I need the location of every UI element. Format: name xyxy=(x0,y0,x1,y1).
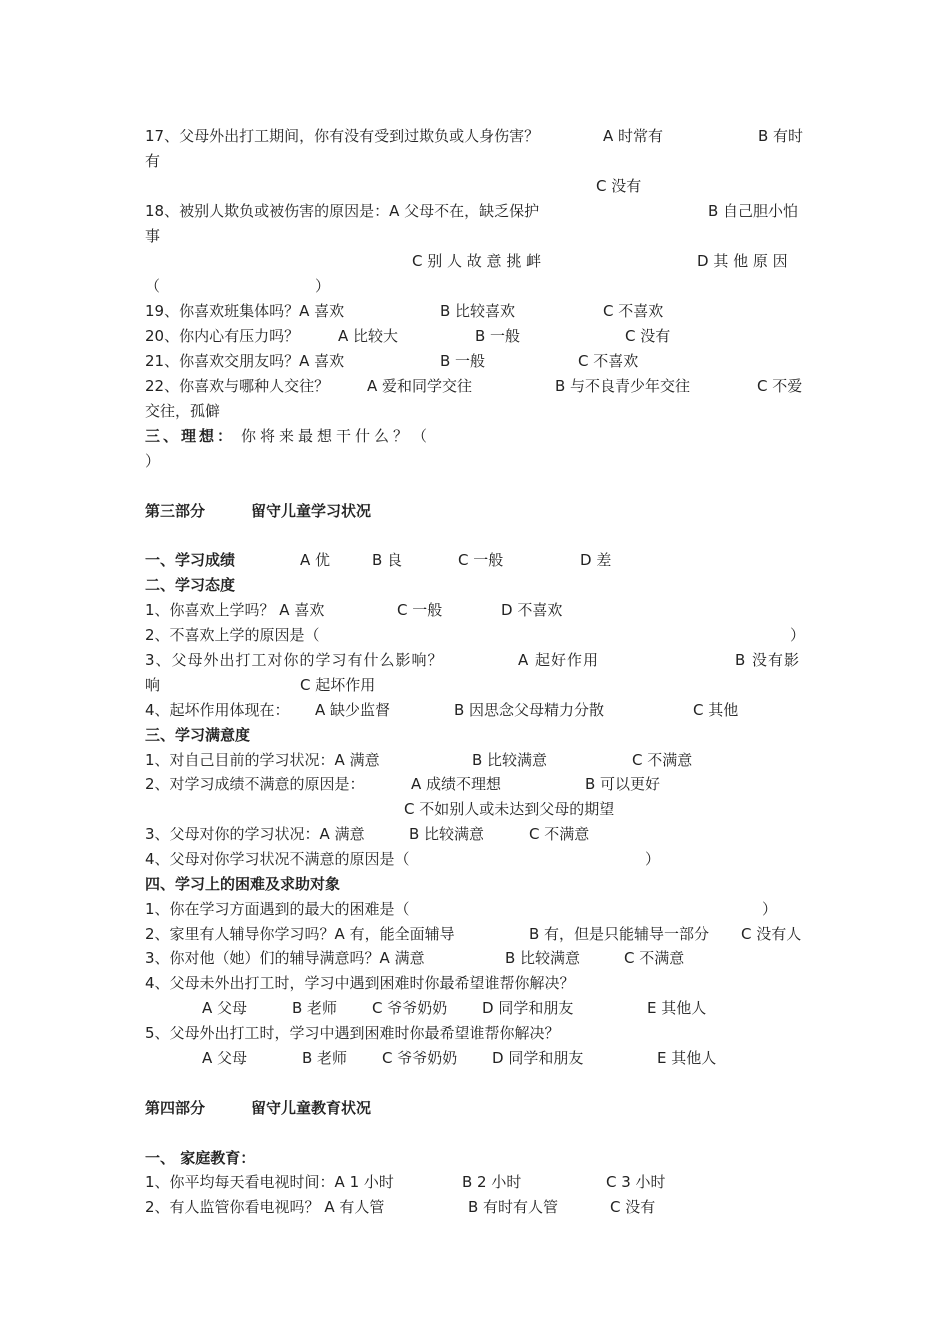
close-paren: ） xyxy=(790,626,806,644)
satisfaction-q1 xyxy=(145,748,805,772)
satisfaction-q2 xyxy=(145,772,805,796)
question-17-line3 xyxy=(145,174,805,198)
option-a: A 父母 xyxy=(202,999,248,1017)
family-q1 xyxy=(145,1170,805,1194)
option-b-cont: 有 xyxy=(145,152,161,170)
option-b-cont: 响 xyxy=(145,676,161,694)
section-label: 一、学习成绩 xyxy=(145,551,236,569)
part-3-heading xyxy=(145,499,805,523)
section-label: 二、学习态度 xyxy=(145,576,236,594)
option-b: B 2 小时 xyxy=(462,1173,522,1191)
option-e: E 其他人 xyxy=(657,1049,717,1067)
option-c: C 不喜欢 xyxy=(578,352,639,370)
option-c: C 别 人 故 意 挑 衅 xyxy=(412,252,542,270)
question-text: 4、父母未外出打工时，学习中遇到困难时你最希望谁帮你解决？ xyxy=(145,974,575,992)
option-c: C 没有 xyxy=(596,177,642,195)
question-text: 4、父母对你学习状况不满意的原因是（ xyxy=(145,850,410,868)
option-c: C 一般 xyxy=(397,601,443,619)
option-c: C 不满意 xyxy=(624,949,685,967)
question-17-wrap xyxy=(145,149,805,173)
question-text: 3、你对他（她）们的辅导满意吗？A 满意 xyxy=(145,949,425,967)
option-a: A 优 xyxy=(300,551,331,569)
option-a: A 爱和同学交往 xyxy=(367,377,473,395)
section-heading xyxy=(145,723,805,747)
difficulty-q4 xyxy=(145,971,805,995)
question-text: 2、对学习成绩不满意的原因是： xyxy=(145,775,365,793)
option-b: B 比较满意 xyxy=(505,949,581,967)
option-c: C 不如别人或未达到父母的期望 xyxy=(404,800,615,818)
section-heading xyxy=(145,872,805,896)
option-b: B 老师 xyxy=(292,999,338,1017)
section-label: 一、 家庭教育： xyxy=(145,1149,256,1167)
question-text: 22、你喜欢与哪种人交往？ xyxy=(145,377,330,395)
option-d: D 同学和朋友 xyxy=(492,1049,584,1067)
attitude-q3 xyxy=(145,648,805,672)
question-text: 2、家里有人辅导你学习吗？A 有，能全面辅导 xyxy=(145,925,455,943)
option-c: C 不满意 xyxy=(529,825,590,843)
question-text: 1、对自己目前的学习状况：A 满意 xyxy=(145,751,380,769)
option-b: B 有时有人管 xyxy=(468,1198,559,1216)
question-19 xyxy=(145,299,805,323)
satisfaction-q2-wrap xyxy=(145,797,805,821)
question-text: 2、不喜欢上学的原因是（ xyxy=(145,626,320,644)
option-a: A 父母 xyxy=(202,1049,248,1067)
option-b: B 没有影 xyxy=(735,651,801,669)
option-b: B 比较满意 xyxy=(409,825,485,843)
satisfaction-q3 xyxy=(145,822,805,846)
section-label: 三、学习满意度 xyxy=(145,726,251,744)
grades-row xyxy=(145,548,805,572)
option-c: C 3 小时 xyxy=(606,1173,666,1191)
option-c: C 不喜欢 xyxy=(603,302,664,320)
question-18 xyxy=(145,199,805,223)
option-c: C 起坏作用 xyxy=(300,676,376,694)
close-paren: ） xyxy=(315,277,331,295)
question-text: 4、起坏作用体现在： xyxy=(145,701,290,719)
attitude-q2 xyxy=(145,623,805,647)
question-text: 1、你在学习方面遇到的最大的困难是（ xyxy=(145,900,410,918)
option-b: B 比较喜欢 xyxy=(440,302,516,320)
option-c: C 爷爷奶奶 xyxy=(382,1049,458,1067)
part-title: 第四部分 xyxy=(145,1099,206,1117)
attitude-q1 xyxy=(145,598,805,622)
option-c-cont: 交往，孤僻 xyxy=(145,402,221,420)
part-subtitle: 留守儿童教育状况 xyxy=(251,1099,372,1117)
option-a: A 缺少监督 xyxy=(315,701,391,719)
part-4-heading xyxy=(145,1096,805,1120)
close-paren: ） xyxy=(762,900,778,918)
close-paren: ） xyxy=(645,850,661,868)
option-c: C 没有人 xyxy=(741,925,802,943)
part-title: 第三部分 xyxy=(145,502,206,520)
option-c: C 爷爷奶奶 xyxy=(372,999,448,1017)
option-a: A 成绩不理想 xyxy=(411,775,502,793)
ideal-close xyxy=(145,449,805,473)
attitude-q3-wrap xyxy=(145,673,805,697)
question-text: 3、父母外出打工对你的学习有什么影响？ xyxy=(145,651,444,669)
option-d: D 同学和朋友 xyxy=(482,999,574,1017)
question-text: 3、父母对你的学习状况：A 满意 xyxy=(145,825,365,843)
question-18-line3 xyxy=(145,249,805,273)
question-text: 5、父母外出打工时，学习中遇到困难时你最希望谁帮你解决？ xyxy=(145,1024,560,1042)
section-heading xyxy=(145,1146,805,1170)
question-text: 21、你喜欢交朋友吗？A 喜欢 xyxy=(145,352,345,370)
option-c: C 一般 xyxy=(458,551,504,569)
option-d: D 其 他 原 因 xyxy=(697,252,788,270)
difficulty-q1 xyxy=(145,897,805,921)
option-b: B 自己胆小怕 xyxy=(708,202,799,220)
section-heading xyxy=(145,573,805,597)
option-b: B 良 xyxy=(372,551,403,569)
option-c: C 不满意 xyxy=(632,751,693,769)
question-text: 你将来最想干什么？（ xyxy=(241,427,432,445)
option-c: C 没有 xyxy=(625,327,671,345)
option-a: A 起好作用 xyxy=(518,651,600,669)
ideal-question xyxy=(145,424,805,448)
section-label: 三、理想： xyxy=(145,427,236,445)
part-subtitle: 留守儿童学习状况 xyxy=(251,502,372,520)
option-b: B 有时 xyxy=(758,127,804,145)
option-c: C 没有 xyxy=(610,1198,656,1216)
option-b: B 有，但是只能辅导一部分 xyxy=(529,925,710,943)
question-text: 1、你喜欢上学吗？ A 喜欢 xyxy=(145,601,325,619)
option-b-cont: 事 xyxy=(145,227,161,245)
question-22-wrap xyxy=(145,399,805,423)
option-a: A 时常有 xyxy=(603,127,664,145)
question-text: 20、你内心有压力吗？ xyxy=(145,327,300,345)
difficulty-q2 xyxy=(145,922,805,946)
option-b: B 因思念父母精力分散 xyxy=(454,701,605,719)
section-label: 四、学习上的困难及求助对象 xyxy=(145,875,341,893)
option-d: D 差 xyxy=(580,551,612,569)
close-paren: ） xyxy=(145,452,161,470)
option-d: D 不喜欢 xyxy=(501,601,563,619)
question-17 xyxy=(145,124,805,148)
option-b: B 与不良青少年交往 xyxy=(555,377,691,395)
question-22 xyxy=(145,374,805,398)
difficulty-q4-options xyxy=(145,996,805,1020)
question-text: 2、有人监管你看电视吗？ A 有人管 xyxy=(145,1198,385,1216)
difficulty-q5-options xyxy=(145,1046,805,1070)
option-b: B 比较满意 xyxy=(472,751,548,769)
question-20 xyxy=(145,324,805,348)
option-b: B 一般 xyxy=(440,352,486,370)
difficulty-q3 xyxy=(145,946,805,970)
question-18-wrap xyxy=(145,224,805,248)
question-21 xyxy=(145,349,805,373)
option-c: C 不爱 xyxy=(757,377,803,395)
question-18-line4 xyxy=(145,274,805,298)
option-e: E 其他人 xyxy=(647,999,707,1017)
difficulty-q5 xyxy=(145,1021,805,1045)
question-text: 1、你平均每天看电视时间：A 1 小时 xyxy=(145,1173,394,1191)
option-b: B 可以更好 xyxy=(585,775,661,793)
question-text: 19、你喜欢班集体吗？A 喜欢 xyxy=(145,302,345,320)
question-text: 17、父母外出打工期间，你有没有受到过欺负或人身伤害？ xyxy=(145,127,540,145)
open-paren: （ xyxy=(145,277,161,295)
option-b: B 一般 xyxy=(475,327,521,345)
option-c: C 其他 xyxy=(693,701,739,719)
satisfaction-q4 xyxy=(145,847,805,871)
attitude-q4 xyxy=(145,698,805,722)
option-b: B 老师 xyxy=(302,1049,348,1067)
question-text: 18、被别人欺负或被伤害的原因是：A 父母不在，缺乏保护 xyxy=(145,202,540,220)
family-q2 xyxy=(145,1195,805,1219)
option-a: A 比较大 xyxy=(338,327,399,345)
